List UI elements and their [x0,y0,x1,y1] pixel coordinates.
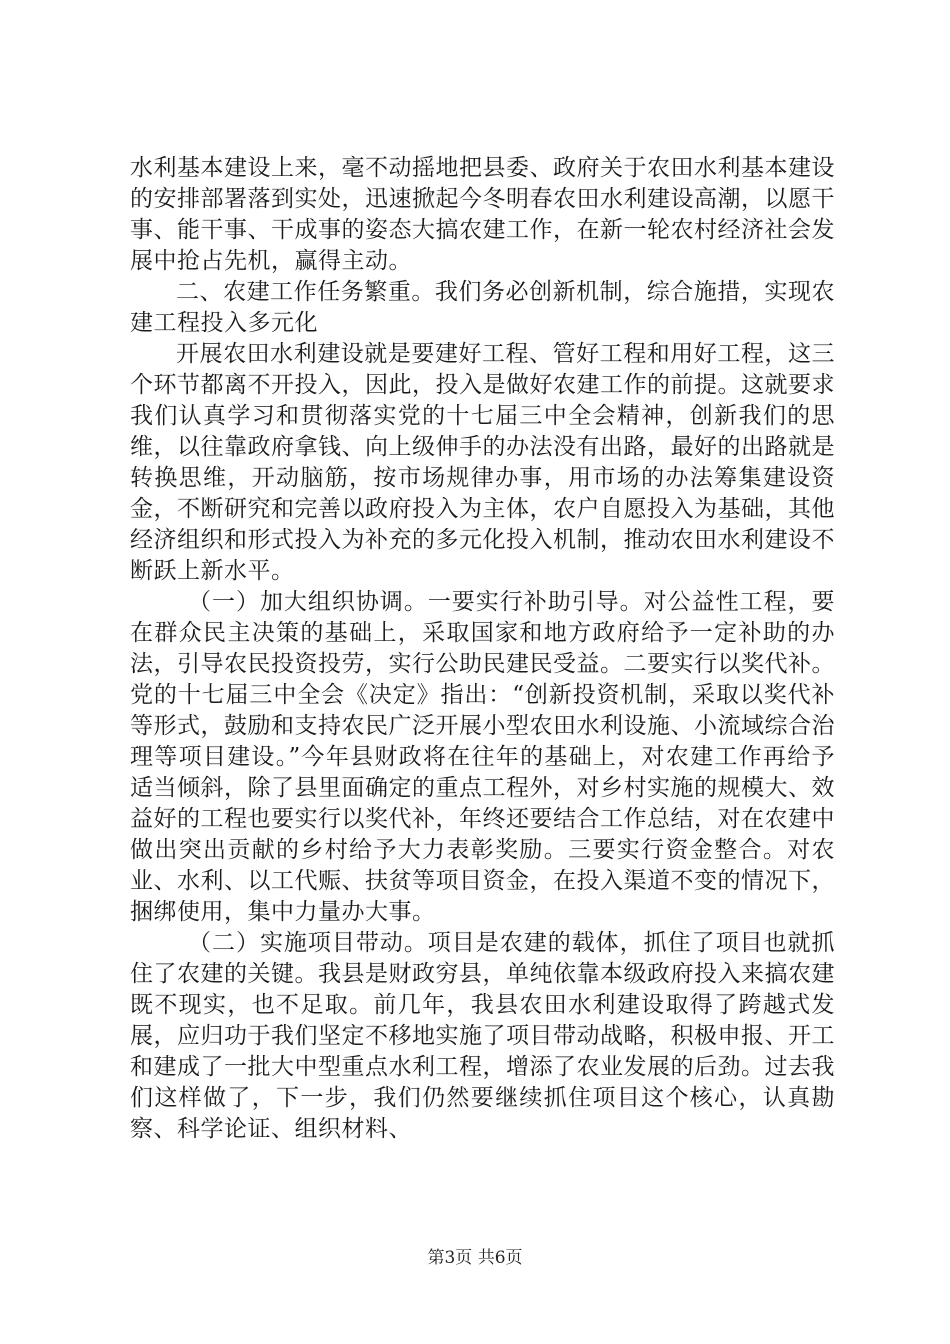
paragraph-continuation: 水利基本建设上来，毫不动摇地把县委、政府关于农田水利基本建设的安排部署落到实处，迅速掀起今冬明春农田水利建设高潮，以愿干事、能干事、干成事的姿态大搞农建工作，在新一轮农村经济社会发展中抢占先机，赢得主动。 [130,155,835,274]
paragraph-organization: （一）加大组织协调。一要实行补助引导。对公益性工程，要在群众民主决策的基础上，采取国家和地方政府给予一定补助的办法，引导农民投资投劳，实行公助民建民受益。二要实行以奖代补。党的十七届三中全会《决定》指出：“创新投资机制，采取以奖代补等形式，鼓励和支持农民广泛开展小型农田水利设施、小流域综合治理等项目建设。”今年县财政将在往年的基础上，对农建工作再给予适当倾斜，除了县里面确定的重点工程外，对乡村实施的规模大、效益好的工程也要实行以奖代补，年终还要结合工作总结，对在农建中做出突出贡献的乡村给予大力表彰奖励。三要实行资金整合。对农业、水利、以工代赈、扶贫等项目资金，在投入渠道不变的情况下，捆绑使用，集中力量办大事。 [130,589,835,925]
document-body [130,153,835,1145]
page-number-footer: 第3页 共6页 [427,1248,523,1268]
paragraph-investment: 开展农田水利建设就是要建好工程、管好工程和用好工程，这三个环节都离不开投入，因此，投入是做好农建工作的前提。这就要求我们认真学习和贯彻落实党的十七届三中全会精神，创新我们的思维，以往靠政府拿钱、向上级伸手的办法没有出路，最好的出路就是转换思维，开动脑筋，按市场规律办事，用市场的办法筹集建设资金，不断研究和完善以政府投入为主体，农户自愿投入为基础，其他经济组织和形式投入为补充的多元化投入机制，推动农田水利建设不断跃上新水平。 [130,341,835,584]
paragraph-project: （二）实施项目带动。项目是农建的载体，抓住了项目也就抓住了农建的关键。我县是财政穷县，单纯依靠本级政府投入来搞农建既不现实，也不足取。前几年，我县农田水利建设取得了跨越式发展，应归功于我们坚定不移地实施了项目带动战略，积极申报、开工和建成了一批大中型重点水利工程，增添了农业发展的后劲。过去我们这样做了，下一步，我们仍然要继续抓住项目这个核心，认真勘察、科学论证、组织材料、 [130,930,835,1142]
section-heading-2: 二、农建工作任务繁重。我们务必创新机制，综合施措，实现农建工程投入多元化 [130,279,835,336]
